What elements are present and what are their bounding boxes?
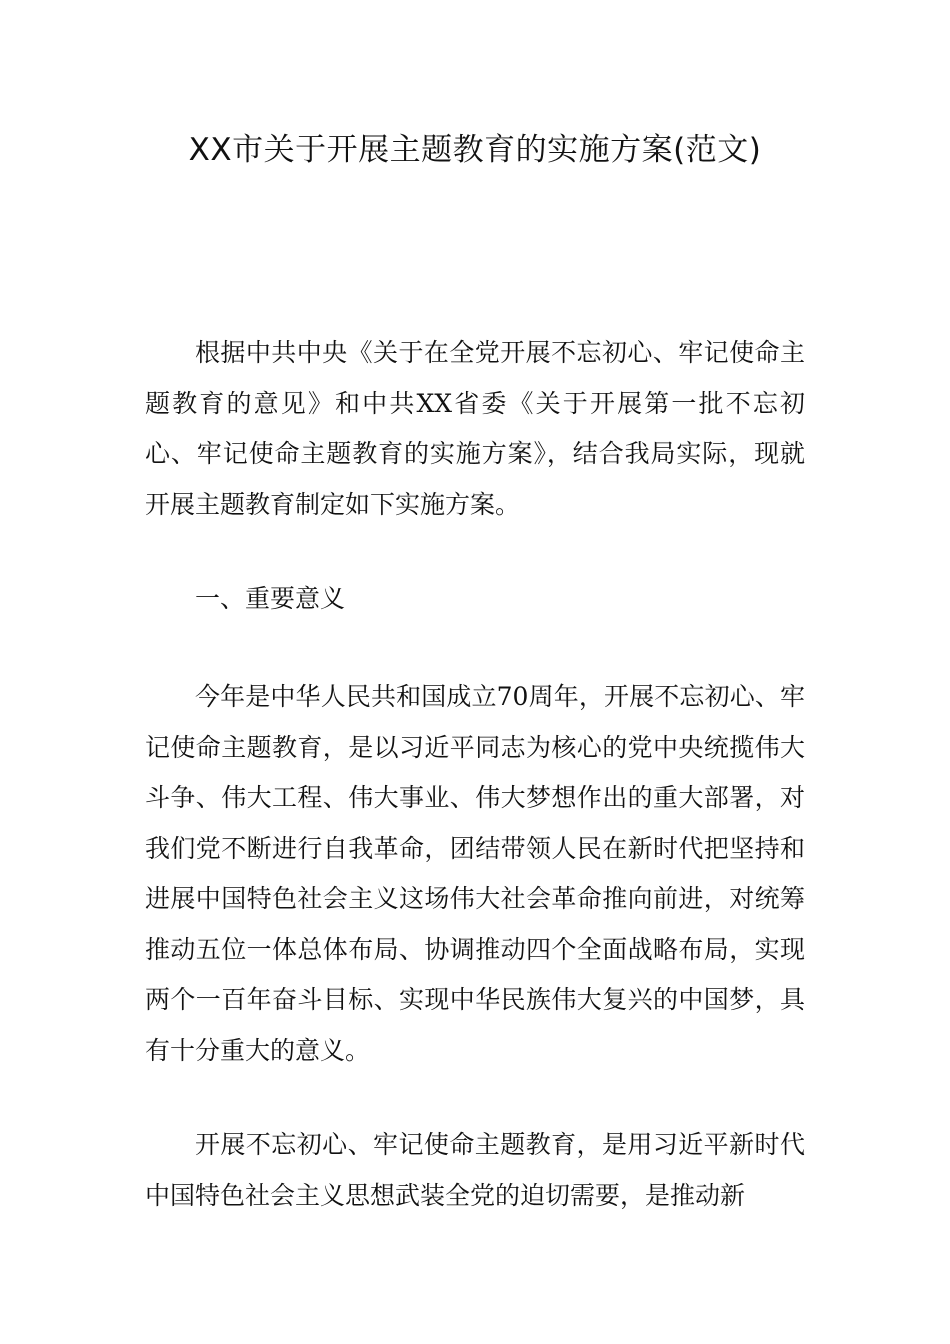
section-heading-significance: 一、重要意义 bbox=[195, 584, 346, 613]
document-title: XX市关于开展主题教育的实施方案(范文) bbox=[188, 132, 762, 168]
paragraph-intro: 根据中共中央《关于在全党开展不忘初心、牢记使命主题教育的意见》和中共XX省委《关于开展第一批不忘初心、牢记使命主题教育的实施方案》，结合我局实际，现就开展主题教育制定如下实施方案。 bbox=[145, 338, 805, 519]
paragraph-necessity: 开展不忘初心、牢记使命主题教育，是用习近平新时代中国特色社会主义思想武装全党的迫切需要，是推动新 bbox=[145, 1130, 805, 1210]
paragraph-significance: 今年是中华人民共和国成立70周年，开展不忘初心、牢记使命主题教育，是以习近平同志为核心的党中央统揽伟大斗争、伟大工程、伟大事业、伟大梦想作出的重大部署，对我们党不断进行自我革命，团结带领人民在新时代把坚持和进展中国特色社会主义这场伟大社会革命推向前进，对统筹推动五位一体总体布局、协调推动四个全面战略布局，实现两个一百年奋斗目标、实现中华民族伟大复兴的中国梦，具有十分重大的意义。 bbox=[145, 682, 805, 1065]
